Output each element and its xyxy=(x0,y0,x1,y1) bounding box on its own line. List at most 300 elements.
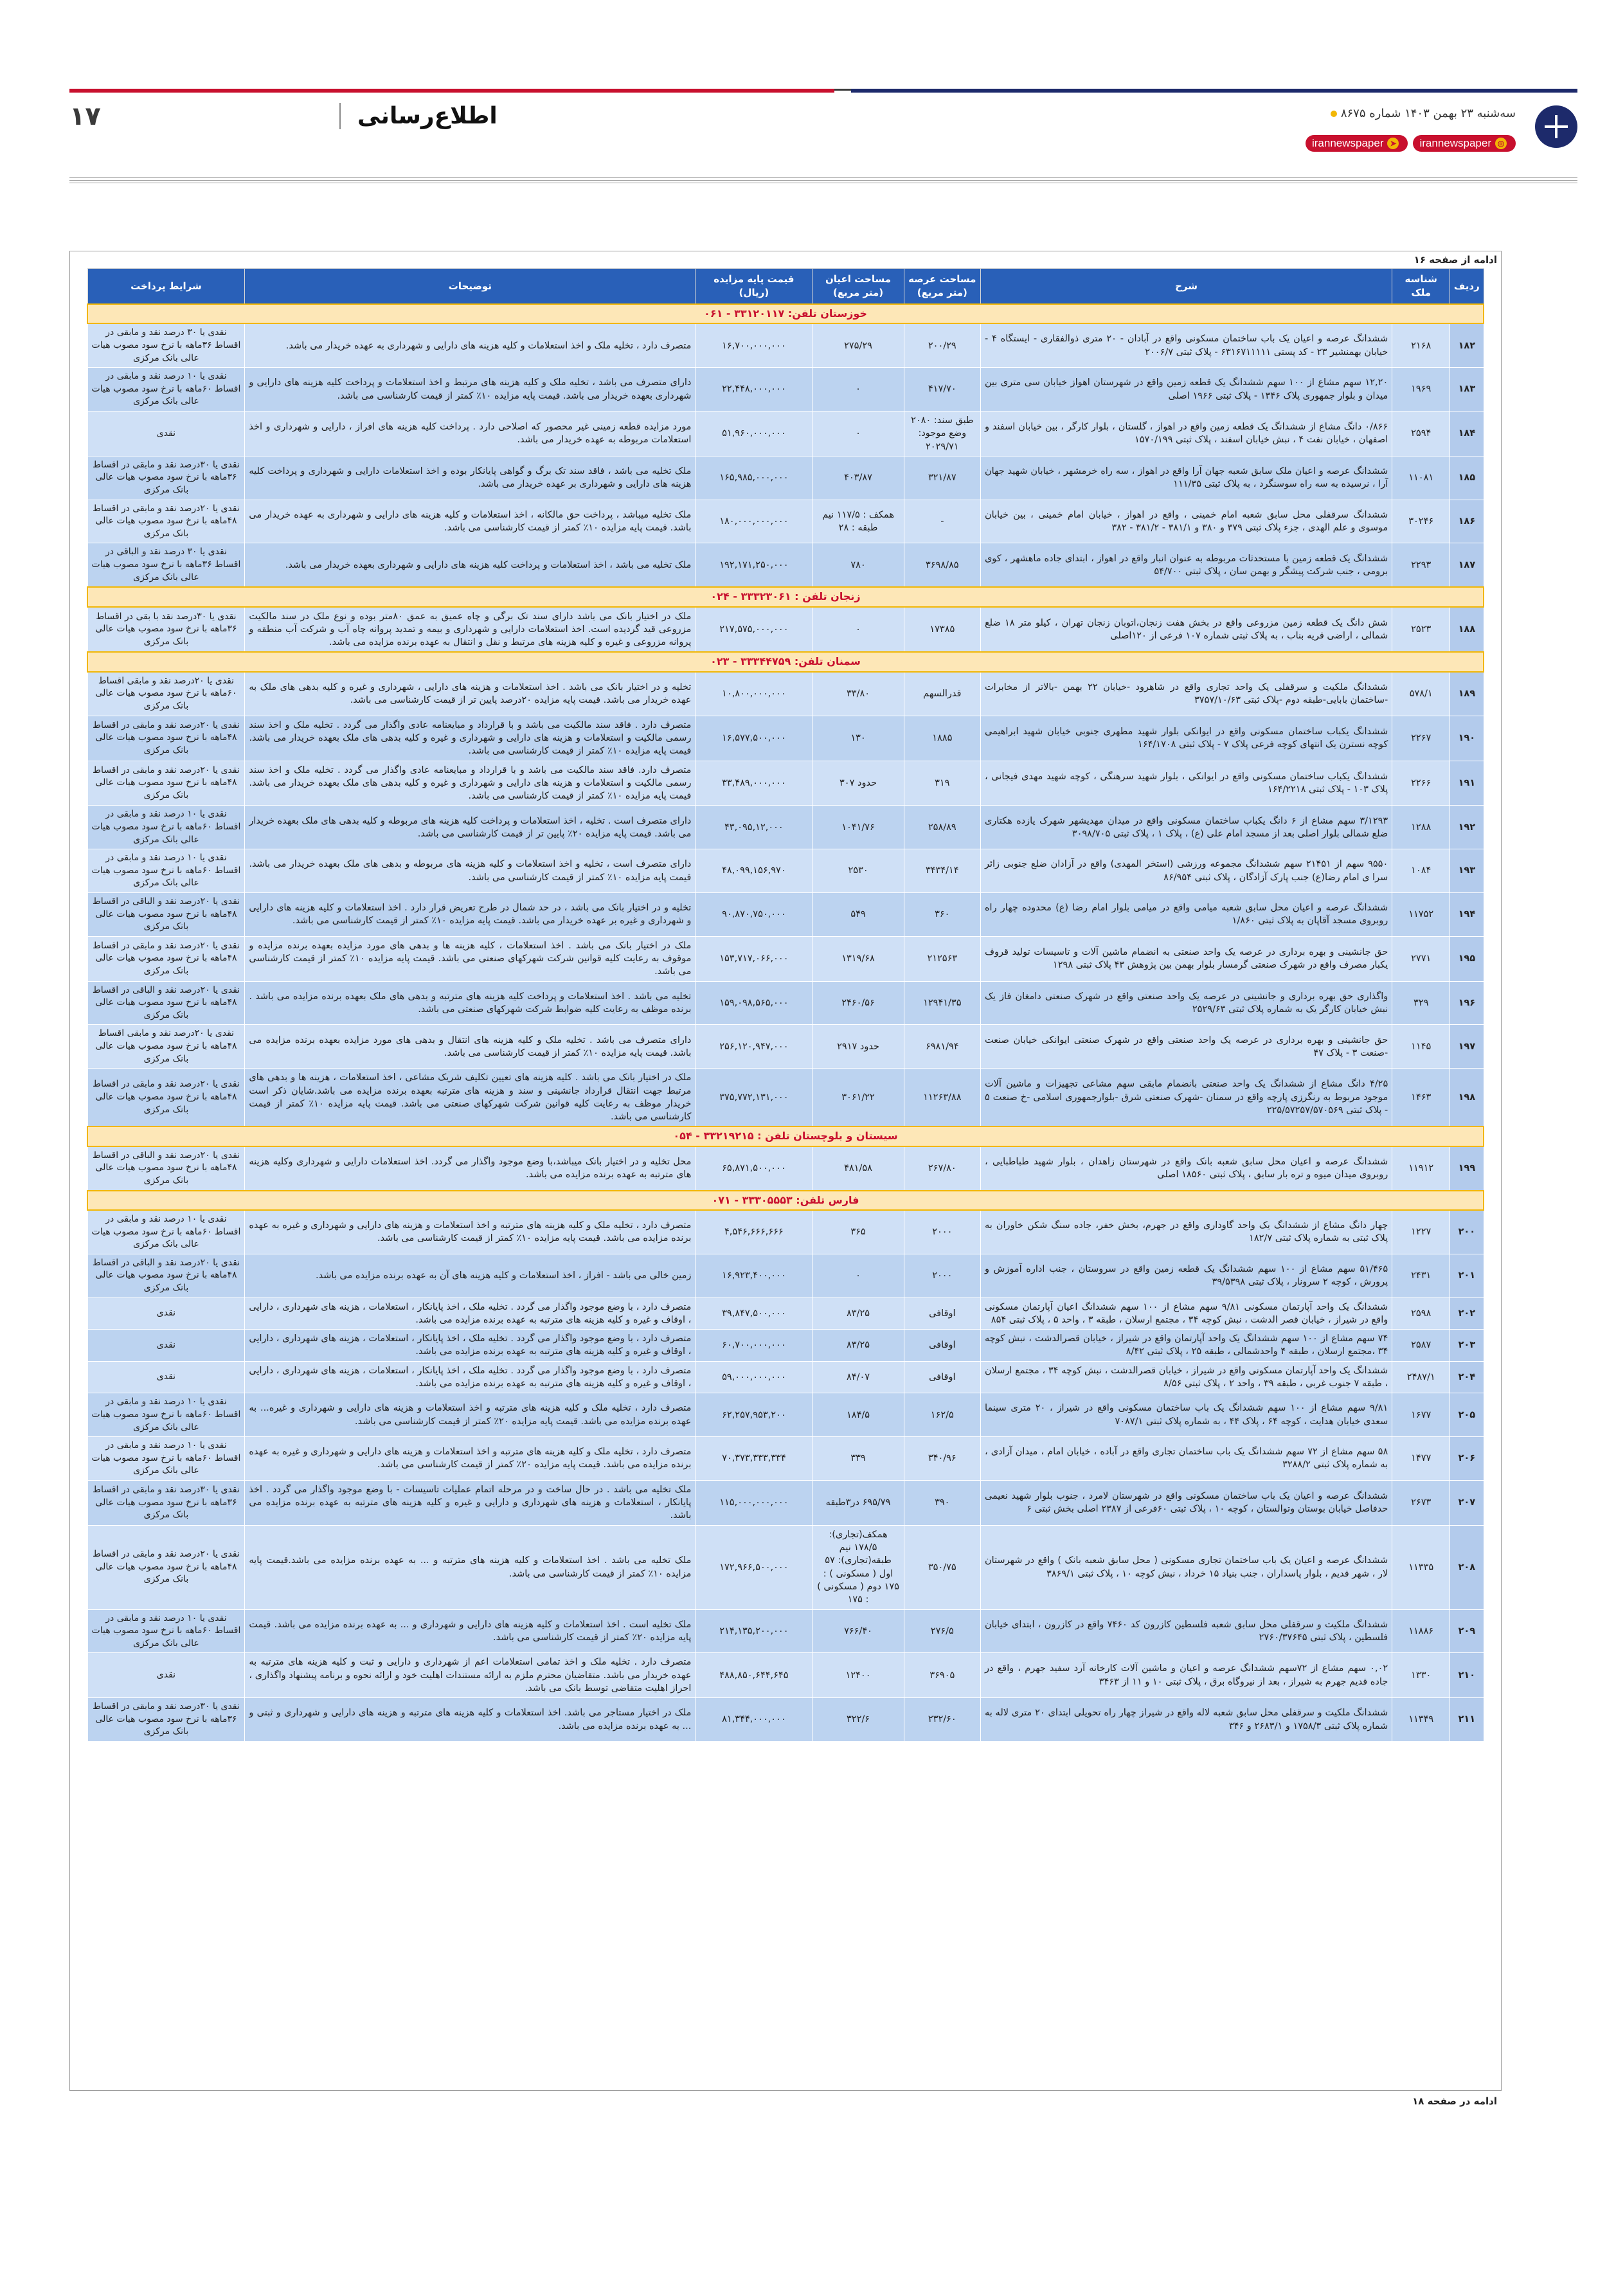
province-title: خوزستان تلفن: ۳۳۱۲۰۱۱۷ - ۰۶۱ xyxy=(87,304,1484,323)
property-description: ششدانگ عرصه و اعیان ملک سابق شعبه جهان آرا واقع در اهواز ، سه راه خرمشهر ، خیابان شهید جهان آرا ، نرسیده به سه راه سوسنگرد ، به پلاک ثبتی ۱۱۱/۳۵ xyxy=(980,456,1392,500)
payment-terms: نقدی یا ۳۰درصد نقد و مابقی در اقساط ۳۶ماهه با نرخ سود مصوب هیات عالی بانک مرکزی xyxy=(87,456,245,500)
land-area: ۲۶۷/۸۰ xyxy=(904,1146,980,1191)
payment-terms: نقدی یا ۲۰درصد نقد و مابقی در اقساط ۴۸ماهه با نرخ سود مصوب هیات عالی بانک مرکزی xyxy=(87,1525,245,1609)
payment-terms: نقدی یا ۱۰ درصد نقد و مابقی در اقساط ۶۰ماهه با نرخ سود مصوب هیات عالی بانک مرکزی xyxy=(87,1393,245,1437)
base-price: ۱۶,۷۰۰,۰۰۰,۰۰۰ xyxy=(696,323,812,367)
row-number: ۲۰۷ xyxy=(1450,1480,1484,1525)
notes: ملک تخلیه می باشد . در حال ساخت و در مرحله اتمام عملیات تاسیسات - با وضع موجود واگذار می گردد . اخذ پایانکار ، استعلامات و هزینه های شهرداری و دارایی و غیره و کلیه هزینه های مترتبه به عهده برنده مزایده می باشد. xyxy=(245,1480,696,1525)
row-number: ۲۰۶ xyxy=(1450,1437,1484,1481)
building-area: ۳۳۹ xyxy=(812,1437,904,1481)
property-description: ششدانگ یکباب ساختمان مسکونی واقع در ایوانکی بلوار شهید مطهری جنوبی خیابان شهید ابراهیمی کوچه نسترن یک انتهای کوچه فرعی پلاک ۷ - پلاک ثبتی ۱۶۴/۱۷۰۸ xyxy=(980,716,1392,761)
property-description: حق جانشینی و بهره برداری در عرصه یک واحد صنعتی واقع در شهرک صنعتی ایوانکی خیابان صنعت -صنعت ۳ - پلاک ۴۷ xyxy=(980,1025,1392,1069)
payment-terms: نقدی یا ۱۰ درصد نقد و مابقی در اقساط ۶۰ماهه با نرخ سود مصوب هیات عالی بانک مرکزی xyxy=(87,1210,245,1254)
notes: متصرف دارد . تخلیه ملک و اخذ تمامی استعلامات اعم از شهرداری و دارایی و ثبت و کلیه هزینه های مترتبه به عهده خریدار می باشد. متقاضیان محترم ملزم به ارائه مستندات اهلیت خود و ارائه نحوه و برنامه پیشنهاد واگذاری ، احراز اهلیت متقاضی توسط بانک می باشد. xyxy=(245,1653,696,1698)
property-description: شش دانگ یک قطعه زمین مزروعی واقع در بخش هفت زنجان،اتوبان زنجان تهران ، کیلو متر ۱۸ ضلع شمالی ، اراضی قریه بناب ، به پلاک ثبتی شماره ۱۰۷ فرعی از ۱۲۰اصلی xyxy=(980,607,1392,653)
issue-date: سه‌شنبه ۲۳ بهمن ۱۴۰۳ شماره ۸۶۷۵ xyxy=(1340,107,1516,120)
property-description: ششدانگ ملکیت و سرقفلی محل سابق شعبه فلسطین کازرون کد ۷۴۶۰ واقع در کازرون ، ابتدای خیابان فلسطین ، پلاک ثبتی ۲۷۶۰/۳۷۶۴۵ xyxy=(980,1609,1392,1653)
payment-terms: نقدی یا ۱۰ درصد نقد و مابقی در اقساط ۶۰ماهه با نرخ سود مصوب هیات عالی بانک مرکزی xyxy=(87,1609,245,1653)
building-area: ۷۶۶/۴۰ xyxy=(812,1609,904,1653)
instagram-icon: ◎ xyxy=(1495,138,1507,149)
payment-terms: نقدی یا ۲۰درصد نقد و الباقی در اقساط ۴۸ماهه با نرخ سود مصوب هیات عالی بانک مرکزی xyxy=(87,1146,245,1191)
newspaper-logo-icon xyxy=(1535,105,1577,148)
table-row xyxy=(87,936,1484,981)
province-header-row xyxy=(87,587,1484,606)
building-area: حدود ۲۹۱۷ xyxy=(812,1025,904,1069)
building-area: ۱۲۴۰۰ xyxy=(812,1653,904,1698)
property-id: ۲۲۹۳ xyxy=(1392,543,1450,587)
base-price: ۱۵۳,۷۱۷,۰۶۶,۰۰۰ xyxy=(696,936,812,981)
property-description: ۳/۱۲۹۳ سهم مشاع از ۶ دانگ یکباب ساختمان مسکونی واقع در میدان مهدیشهر شهرک یازده هکتاری ضلع شمالی بلوار اصلی بعد از مسجد امام علی (ع) ، پلاک ۱ ، پلاک ثبتی ۳۰۹۸/۷۰۵ xyxy=(980,806,1392,849)
province-header-row xyxy=(87,1126,1484,1146)
base-price: ۱۵۹,۰۹۸,۵۶۵,۰۰۰ xyxy=(696,981,812,1025)
building-area: ۱۳۱۹/۶۸ xyxy=(812,936,904,981)
row-number: ۱۸۹ xyxy=(1450,672,1484,716)
land-area: ۶۹۸۱/۹۴ xyxy=(904,1025,980,1069)
issue-date-line xyxy=(1327,107,1516,120)
property-description: ششدانگ ملکیت و سرقفلی یک واحد تجاری واقع در شاهرود -خیابان ۲۲ بهمن -بالاتر از مخابرات -ساختمان بابایی-طبقه دوم -پلاک ثبتی ۳۷۵۷/۱۰/۶۳ xyxy=(980,672,1392,716)
row-number: ۱۹۵ xyxy=(1450,936,1484,981)
payment-terms: نقدی یا ۲۰درصد نقد و الباقی در اقساط ۴۸ماهه با نرخ سود مصوب هیات عالی بانک مرکزی xyxy=(87,1254,245,1297)
table-row xyxy=(87,1210,1484,1254)
notes: ملک تخلیه می باشد . اخذ استعلامات و کلیه هزینه های مترتبه و ... به عهده برنده مزایده می باشد.قیمت پایه مزایده ۱۰٪ کمتر از قیمت کارشناسی می باشد. xyxy=(245,1525,696,1609)
land-area: ۲۱۲۵۶۳ xyxy=(904,936,980,981)
notes: متصرف دارد ، تخلیه ملک و اخذ استعلامات و کلیه هزینه های دارایی و شهرداری به عهده خریدار می باشد. xyxy=(245,323,696,367)
table-row xyxy=(87,607,1484,653)
base-price: ۱۱۵,۰۰۰,۰۰۰,۰۰۰ xyxy=(696,1480,812,1525)
notes: تخلیه و در اختیار بانک می باشد ، در حد شمال در طرح تعریض قرار دارد . اخذ استعلامات و کلیه هزینه های دارایی و شهرداری و غیره بر عهده خریدار می باشد. قیمت پایه مزایده ۱۰٪ کمتر از قیمت کارشناسی می باشد. xyxy=(245,892,696,936)
property-id: ۱۳۳۰ xyxy=(1392,1653,1450,1698)
base-price: ۳۷۵,۷۷۲,۱۳۱,۰۰۰ xyxy=(696,1069,812,1127)
land-area: ۱۷۳۸۵ xyxy=(904,607,980,653)
payment-terms: نقدی xyxy=(87,1330,245,1362)
base-price: ۳۹,۸۴۷,۵۰۰,۰۰۰ xyxy=(696,1297,812,1330)
land-area: طبق سند: ۲۰۸۰ وضع موجود: ۲۰۲۹/۷۱ xyxy=(904,411,980,456)
land-area: ۲۷۶/۵ xyxy=(904,1609,980,1653)
table-row xyxy=(87,543,1484,587)
table-row xyxy=(87,1609,1484,1653)
property-description: ۰,۰۲ سهم مشاع از ۷۲سهم ششدانگ عرصه و اعیان و ماشین آلات کارخانه آرد سفید جهرم ، واقع در جاده قدیم جهرم به شیراز ، بعد از نیروگاه برق ، پلاک ثبتی ۱۰ و ۱۱ از ۳۴۶۳ xyxy=(980,1653,1392,1698)
property-description: ۴/۲۵ دانگ مشاع از ششدانگ یک واحد صنعتی بانضمام مابقی سهم مشاعی تجهیزات و ماشین آلات موجود مربوط به رنگرزی پارچه واقع در سمنان -شهرک صنعتی شرق -بلوارجمهوری اسلامی -خ صنعت ۵ - پلاک ثبتی ۲۲۵/۵۷۲۵۷/۵۷۰۵۶۹ xyxy=(980,1069,1392,1127)
property-id: ۲۶۷۳ xyxy=(1392,1480,1450,1525)
table-row xyxy=(87,411,1484,456)
payment-terms: نقدی xyxy=(87,1653,245,1698)
notes: ملک در اختیار بانک می باشد . کلیه هزینه های تعیین تکلیف شریک مشاعی ، اخذ استعلامات ، هزینه ها و بدهی های مرتبط جهت انتقال قرارداد جانشینی و سند و هزینه های مترتبه بعهده برنده مزایده می باشد.شایان ذکر است خریدار موظف به رعایت کلیه قوانین شرکت شهرکهای صنعتی می باشد. قیمت پایه مزایده ۱۰٪ کمتر از قیمت کارشناسی می باشد. xyxy=(245,1069,696,1127)
payment-terms: نقدی یا ۲۰درصد نقد و الباقی در اقساط ۴۸ماهه با نرخ سود مصوب هیات عالی بانک مرکزی xyxy=(87,892,245,936)
row-number: ۲۰۵ xyxy=(1450,1393,1484,1437)
building-area: ۲۴۶۰/۵۶ xyxy=(812,981,904,1025)
table-row xyxy=(87,716,1484,761)
table-row xyxy=(87,1297,1484,1330)
header-divider xyxy=(69,177,1577,185)
base-price: ۴۸۸,۸۵۰,۶۴۴,۶۴۵ xyxy=(696,1653,812,1698)
land-area: ۳۲۱/۸۷ xyxy=(904,456,980,500)
property-id: ۲۵۹۸ xyxy=(1392,1297,1450,1330)
continued-to-label: ادامه در صفحه ۱۸ xyxy=(1412,2095,1497,2107)
property-description: ۹/۸۱ سهم مشاع از ۱۰۰ سهم ششدانگ یک باب ساختمان مسکونی واقع در شیراز ، ۲۰ متری سینما سعدی خیابان هدایت ، کوچه ۶۴ ، پلاک ۴۴ ، به شماره پلاک ثبتی ۷۰۸۷/۱ xyxy=(980,1393,1392,1437)
payment-terms: نقدی یا ۲۰درصد نقد و مابقی در اقساط ۴۸ماهه با نرخ سود مصوب هیات عالی بانک مرکزی xyxy=(87,716,245,761)
property-description: ششدانگ یکباب ساختمان مسکونی واقع در ایوانکی ، بلوار شهید سرهنگی ، کوچه شهید مهدی فیجانی ، پلاک ۱۰۳ - پلاک ثبتی ۱۶۴/۲۲۱۸ xyxy=(980,761,1392,806)
land-area: ۳۴۳۴/۱۴ xyxy=(904,849,980,893)
property-description: ششدانگ عرصه و اعیان محل سابق شعبه بانک واقع در شهرستان زاهدان ، بلوار شهید طباطبایی ، روبروی میدان میوه و تره بار سابق ، پلاک ثبتی ۱۸۵۶۰ اصلی xyxy=(980,1146,1392,1191)
table-row xyxy=(87,806,1484,849)
notes: مورد مزایده قطعه زمینی غیر محصور که اصلاحی دارد . پرداخت کلیه هزینه های افراز ، دارایی و شهرداری و اخذ استعلامات مربوطه به عهده خریدار می باشد. xyxy=(245,411,696,456)
table-row xyxy=(87,1393,1484,1437)
property-id: ۱۱۷۵۲ xyxy=(1392,892,1450,936)
base-price: ۱۷۲,۹۶۶,۵۰۰,۰۰۰ xyxy=(696,1525,812,1609)
property-id: ۲۷۷۱ xyxy=(1392,936,1450,981)
province-title: سیستان و بلوچستان تلفن : ۳۳۲۱۹۲۱۵ - ۰۵۴ xyxy=(87,1126,1484,1146)
notes: ملک تخلیه می باشد ، اخذ استعلامات و پرداخت کلیه هزینه های دارایی و شهرداری بعهده خریدار می باشد. xyxy=(245,543,696,587)
building-area: حدود ۳۰۷ xyxy=(812,761,904,806)
property-id: ۱۲۲۷ xyxy=(1392,1210,1450,1254)
notes: متصرف دارد ، تخلیه ملک و کلیه هزینه های مترتبه و اخذ استعلامات و هزینه های دارایی و شهرداری و غیره به عهده برنده مزایده می باشد. قیمت پایه مزایده ۲۰٪ کمتر از قیمت کارشناسی می باشد. xyxy=(245,1437,696,1481)
property-id: ۳۰۲۴۶ xyxy=(1392,500,1450,543)
land-area: ۲۰۰/۲۹ xyxy=(904,323,980,367)
property-description: ششدانگ یک قطعه زمین با مستحدثات مربوطه به عنوان انبار واقع در اهواز ، ابتدای جاده ماهشهر ، کوی برومی ، جنب شرکت پیشگر و بهمن سان ، پلاک ثبتی ۵۴/۷۰۰ xyxy=(980,543,1392,587)
land-area: ۲۳۲/۶۰ xyxy=(904,1698,980,1742)
property-id: ۱۹۶۹ xyxy=(1392,368,1450,411)
col-header-payment: شرایط پرداخت xyxy=(87,269,245,305)
property-description: ۹۵۵۰ سهم از ۲۱۴۵۱ سهم ششدانگ مجموعه ورزشی (استخر المهدی) واقع در آزادان ضلع جنوبی زائر سرا ی امام رضا(ع) جنب پارک آزادگان ، پلاک ثبتی ۸۶/۹۵۴ xyxy=(980,849,1392,893)
property-id: ۲۲۶۷ xyxy=(1392,716,1450,761)
table-row xyxy=(87,1025,1484,1069)
property-description: واگذاری حق بهره برداری و جانشینی در عرصه یک واحد صنعتی واقع در شهرک صنعتی دامغان فاز یک نبش خیابان کارگر یک به شماره پلاک ثبتی ۲۵۲۹/۶۳ xyxy=(980,981,1392,1025)
base-price: ۱۶,۹۲۳,۴۰۰,۰۰۰ xyxy=(696,1254,812,1297)
notes: دارای متصرف است ، تخلیه و اخذ استعلامات و کلیه هزینه های مربوطه و بدهی های ملک بعهده خریدار می باشد. قیمت پایه مزایده ۱۰٪ کمتر از قیمت کارشناسی می باشد. xyxy=(245,849,696,893)
row-number: ۱۸۵ xyxy=(1450,456,1484,500)
notes: ملک تخلیه می باشد ، فاقد سند تک برگ و گواهی پایانکار بوده و اخذ استعلامات دارایی و شهرداری و پرداخت کلیه هزینه های دارایی و شهرداری بر عهده خریدار می باشد. xyxy=(245,456,696,500)
col-header-desc: شرح xyxy=(980,269,1392,305)
table-row xyxy=(87,892,1484,936)
payment-terms: نقدی یا ۱۰ درصد نقد و مابقی در اقساط ۶۰ماهه با نرخ سود مصوب هیات عالی بانک مرکزی xyxy=(87,368,245,411)
building-area: ۶۹۵/۷۹ در۳طبقه xyxy=(812,1480,904,1525)
building-area: ۷۸۰ xyxy=(812,543,904,587)
payment-terms: نقدی یا ۳۰ درصد نقد و الباقی در اقساط ۳۶ماهه با نرخ سود مصوب هیات عالی بانک مرکزی xyxy=(87,543,245,587)
payment-terms: نقدی یا ۳۰ درصد نقد و مابقی در اقساط ۳۶ماهه با نرخ سود مصوب هیات عالی بانک مرکزی xyxy=(87,323,245,367)
row-number: ۱۸۷ xyxy=(1450,543,1484,587)
row-number: ۲۰۹ xyxy=(1450,1609,1484,1653)
province-title: زنجان تلفن : ۳۳۳۲۳۰۶۱ - ۰۲۴ xyxy=(87,587,1484,606)
property-id: ۲۵۲۳ xyxy=(1392,607,1450,653)
province-header-row xyxy=(87,1191,1484,1210)
base-price: ۳۳,۴۸۹,۰۰۰,۰۰۰ xyxy=(696,761,812,806)
building-area: ۰ xyxy=(812,368,904,411)
row-number: ۱۹۳ xyxy=(1450,849,1484,893)
payment-terms: نقدی یا ۱۰ درصد نقد و مابقی در اقساط ۶۰ماهه با نرخ سود مصوب هیات عالی بانک مرکزی xyxy=(87,1437,245,1481)
building-area: ۲۵۳۰ xyxy=(812,849,904,893)
social-pill[interactable]: ◎ irannewspaper xyxy=(1413,135,1516,152)
notes: تخلیه می باشد . اخذ استعلامات و پرداخت کلیه هزینه های مترتبه و بدهی های ملک بعهده برنده مزایده می باشد . برنده موظف به رعایت کلیه ضوابط شرکت شهرکهای صنعتی می باشد. xyxy=(245,981,696,1025)
payment-terms: نقدی xyxy=(87,1297,245,1330)
property-description: ششدانگ سرقفلی محل سابق شعبه امام خمینی ، واقع در اهواز ، خیابان امام خمینی ، بین خیابان موسوی و علم الهدی ، جزء پلاک ثبتی ۳۷۹ و ۳۸۰ و ۳۸۱/۱ - ۳۸۱/۲ - ۳۸۲ xyxy=(980,500,1392,543)
building-area: ۳۶۵ xyxy=(812,1210,904,1254)
property-id: ۱۰۸۴ xyxy=(1392,849,1450,893)
payment-terms: نقدی یا ۲۰درصد نقد و مابقی در اقساط ۴۸ماهه با نرخ سود مصوب هیات عالی بانک مرکزی xyxy=(87,936,245,981)
section-title: اطلاع‌رسانی xyxy=(339,103,523,129)
property-id: ۵۷۸/۱ xyxy=(1392,672,1450,716)
land-area: ۱۸۸۵ xyxy=(904,716,980,761)
table-row xyxy=(87,1698,1484,1742)
property-description: چهار دانگ مشاع از ششدانگ یک واحد گاوداری واقع در جهرم، بخش خفر، جاده سنگ شکن خاوران به پلاک ثبتی به شماره پلاک ثبتی ۱۸۲/۷ xyxy=(980,1210,1392,1254)
base-price: ۲۲,۴۴۸,۰۰۰,۰۰۰ xyxy=(696,368,812,411)
table-row xyxy=(87,1146,1484,1191)
col-header-land: مساحت عرصه (متر مربع) xyxy=(904,269,980,305)
payment-terms: نقدی یا ۳۰درصد نقد و مابقی در اقساط ۳۶ماهه با نرخ سود مصوب هیات عالی بانک مرکزی xyxy=(87,1480,245,1525)
building-area: ۰ xyxy=(812,1254,904,1297)
payment-terms: نقدی یا ۲۰درصد نقد و مابقی اقساط ۶۰ماهه با نرخ سود مصوب هیات عالی بانک مرکزی xyxy=(87,672,245,716)
property-description: ششدانگ یک واحد آپارتمان مسکونی واقع در شیراز ، خیابان قصرالدشت ، نبش کوچه ۳۴ ، مجتمع ارسلان ، طبقه ۷ جنوب غربی ، طبقه ۳۹ ، واحد ۲ ، پلاک ثبتی ۸/۵۶ xyxy=(980,1361,1392,1393)
notes: متصرف دارد ، تخلیه ملک و کلیه هزینه های مترتبه و اخذ استعلامات و هزینه های دارایی و شهرداری و غیره به عهده برنده مزایده می باشد. قیمت پایه مزایده ۱۰٪ کمتر از قیمت کارشناسی می باشد. xyxy=(245,1210,696,1254)
col-header-notes: توضیحات xyxy=(245,269,696,305)
building-area: ۱۰۴۱/۷۶ xyxy=(812,806,904,849)
base-price: ۴,۵۴۶,۶۶۶,۶۶۶ xyxy=(696,1210,812,1254)
building-area: ۴۰۳/۸۷ xyxy=(812,456,904,500)
property-description: ششدانگ عرصه و اعیان یک باب ساختمان تجاری مسکونی ( محل سابق شعبه بانک ) واقع در شهرستان لار ، شهر قدیم ، بلوار پاسداران ، جنب بنیاد ۱۵ خرداد ، نبش کوچه ۱۰ ، پلاک ثبتی ۳۸۶۹/۱ xyxy=(980,1525,1392,1609)
property-description: ششدانگ عرصه و اعیان یک باب ساختمان مسکونی واقع در آبادان - ۲۰ متری ذوالفقاری - ایستگاه ۴ - خیابان بهمنشیر ۲۳ - کد پستی ۶۳۱۶۷۱۱۱۱۱ - پلاک ثبتی ۲۰۰۶/۷ xyxy=(980,323,1392,367)
table-header-row xyxy=(87,269,1484,305)
building-area: ۸۴/۰۷ xyxy=(812,1361,904,1393)
base-price: ۱۶,۵۷۷,۵۰۰,۰۰۰ xyxy=(696,716,812,761)
page-header xyxy=(69,94,1577,158)
notes: متصرف دارد ، با وضع موجود واگذار می گردد . تخلیه ملک ، اخذ پایانکار ، استعلامات ، هزینه های شهرداری ، دارایی ، اوقاف و غیره و کلیه هزینه های مترتبه به عهده برنده مزایده می باشد. xyxy=(245,1297,696,1330)
notes: متصرف دارد ، با وضع موجود واگذار می گردد . تخلیه ملک ، اخذ پایانکار ، استعلامات ، هزینه های شهرداری ، دارایی ، اوقاف و غیره و کلیه هزینه های مترتبه به عهده برنده مزایده می باشد. xyxy=(245,1361,696,1393)
header-rule xyxy=(69,89,1577,94)
row-number: ۱۸۴ xyxy=(1450,411,1484,456)
building-area: ۳۲۲/۶ xyxy=(812,1698,904,1742)
table-row xyxy=(87,849,1484,893)
base-price: ۱۹۲,۱۷۱,۲۵۰,۰۰۰ xyxy=(696,543,812,587)
property-id: ۲۵۹۴ xyxy=(1392,411,1450,456)
payment-terms: نقدی یا ۲۰درصد نقد و مابقی در اقساط ۴۸ماهه با نرخ سود مصوب هیات عالی بانک مرکزی xyxy=(87,1069,245,1127)
row-number: ۲۱۰ xyxy=(1450,1653,1484,1698)
table-row xyxy=(87,456,1484,500)
notes: دارای متصرف می باشد . تخلیه ملک و کلیه هزینه های انتقال و بدهی های مورد مزایده بعهده برنده مزایده می باشد. قیمت پایه مزایده ۱۰٪ کمتر از قیمت کارشناسی می باشد. xyxy=(245,1025,696,1069)
col-header-price: قیمت پایه مزایده (ریال) xyxy=(696,269,812,305)
row-number: ۱۹۷ xyxy=(1450,1025,1484,1069)
building-area: ۵۴۹ xyxy=(812,892,904,936)
row-number: ۱۹۸ xyxy=(1450,1069,1484,1127)
row-number: ۱۹۴ xyxy=(1450,892,1484,936)
notes: تخلیه و در اختیار بانک می باشد . اخذ استعلامات و هزینه های دارایی ، شهرداری و غیره و کلیه بدهی های ملک به عهده خریدار می باشد. قیمت پایه مزایده ۲۰درصد پایین تر از قیمت کارشناسی می باشد. xyxy=(245,672,696,716)
province-title: سمنان تلفن: ۳۳۳۴۴۷۵۹ - ۰۲۳ xyxy=(87,652,1484,671)
row-number: ۲۰۸ xyxy=(1450,1525,1484,1609)
land-area: قدرالسهم xyxy=(904,672,980,716)
table-row xyxy=(87,1480,1484,1525)
payment-terms: نقدی یا ۱۰ درصد نقد و مابقی در اقساط ۶۰ماهه با نرخ سود مصوب هیات عالی بانک مرکزی xyxy=(87,806,245,849)
property-description: ۱۲,۲۰ سهم مشاع از ۱۰۰ سهم ششدانگ یک قطعه زمین واقع در شهرستان اهواز خیابان سی متری بین میدان و بلوار جمهوری پلاک ۱۳۴۶ - پلاک ثبتی ۱۹۶۶ اصلی xyxy=(980,368,1392,411)
base-price: ۸۱,۳۴۴,۰۰۰,۰۰۰ xyxy=(696,1698,812,1742)
base-price: ۶۲,۲۵۷,۹۵۳,۲۰۰ xyxy=(696,1393,812,1437)
base-price: ۲۵۶,۱۲۰,۹۴۷,۰۰۰ xyxy=(696,1025,812,1069)
province-header-row xyxy=(87,652,1484,671)
property-description: ۵۸ سهم مشاع از ۷۲ سهم ششدانگ یک باب ساختمان تجاری واقع در آباده ، خیابان امام ، میدان آزادی ، به شماره پلاک ثبتی ۳۲۸۸/۲ xyxy=(980,1437,1392,1481)
table-row xyxy=(87,981,1484,1025)
land-area: ۲۵۸/۸۹ xyxy=(904,806,980,849)
province-title: فارس تلفن: ۳۳۳۰۵۵۵۳ - ۰۷۱ xyxy=(87,1191,1484,1210)
property-description: ششدانگ عرصه و اعیان یک باب ساختمان مسکونی واقع در شهرستان لامرد ، جنوب بلوار شهید نعیمی حدفاصل خیابان بوستان وتوالستان ، کوچه ۱۰ ، پلاک ثبتی ۶۰فرعی از ۲۳۸۷ اصلی بخش ثبتی ۶ xyxy=(980,1480,1392,1525)
base-price: ۶۰,۷۰۰,۰۰۰,۰۰۰ xyxy=(696,1330,812,1362)
property-description: ششدانگ عرصه و اعیان محل سابق شعبه میامی واقع در میامی بلوار امام رضا (ع) محدوده چهار راه روبروی مسجد آقاپان به پلاک ثبتی ۱/۸۶۰ xyxy=(980,892,1392,936)
land-area: ۱۲۹۴۱/۳۵ xyxy=(904,981,980,1025)
table-row xyxy=(87,672,1484,716)
notes: متصرف دارد ، تخلیه ملک و کلیه هزینه های مترتبه و اخذ استعلامات و هزینه های دارایی و شهرداری و غیره... به عهده برنده مزایده می باشد. قیمت پایه مزایده ۲۰٪ کمتر از قیمت کارشناسی می باشد. xyxy=(245,1393,696,1437)
property-description: ۰/۸۶۶ دانگ مشاع از ششدانگ یک قطعه زمین واقع در اهواز ، گلستان ، بلوار کارگر ، بین خیابان اسفند و اصفهان ، خیابان نفت ۴ ، نبش خیابان اسفند ، پلاک ثبتی ۱۵۷۰/۱۹۹ xyxy=(980,411,1392,456)
building-area: ۸۳/۲۵ xyxy=(812,1297,904,1330)
table-row xyxy=(87,1069,1484,1127)
row-number: ۲۱۱ xyxy=(1450,1698,1484,1742)
payment-terms: نقدی یا ۲۰درصد نقد و مابقی در اقساط ۴۸ماهه با نرخ سود مصوب هیات عالی بانک مرکزی xyxy=(87,500,245,543)
building-area: ۰ xyxy=(812,411,904,456)
land-area: ۲۰۰۰ xyxy=(904,1254,980,1297)
table-row xyxy=(87,1653,1484,1698)
table-row xyxy=(87,500,1484,543)
notes: ملک در اختیار بانک می باشد دارای سند تک برگی و چاه عمیق به عمق ۸۰متر بوده و نوع ملک در سند مالکیت مزروعی قید گردیده است. اخذ استعلامات دارایی و شهرداری و بیمه و تمدید پروانه چاه آب و شرکت آب منطقه و پروانه مزروعی و غیره و کلیه هزینه های مرتبط و نقل و انتقال به عهده برنده مزایده می باشد. xyxy=(245,607,696,653)
land-area: ۳۹۰ xyxy=(904,1480,980,1525)
property-id: ۲۲۶۶ xyxy=(1392,761,1450,806)
land-area: ۳۶۹۸/۸۵ xyxy=(904,543,980,587)
table-row xyxy=(87,1525,1484,1609)
land-area: ۲۰۰۰ xyxy=(904,1210,980,1254)
building-area: ۰ xyxy=(812,607,904,653)
notes: ملک در اختیار بانک می باشد . اخذ استعلامات ، کلیه هزینه ها و بدهی های مورد مزایده بعهده برنده مزایده و موقوف به رعایت کلیه قوانین شرکت شهرکهای صنعتی می باشد. قیمت پایه مزایده ۱۰٪ کمتر از قیمت کارشناسی می باشد. xyxy=(245,936,696,981)
base-price: ۵۹,۰۰۰,۰۰۰,۰۰۰ xyxy=(696,1361,812,1393)
row-number: ۲۰۱ xyxy=(1450,1254,1484,1297)
building-area: ۳۰۶۱/۲۲ xyxy=(812,1069,904,1127)
table-row xyxy=(87,1361,1484,1393)
auction-frame xyxy=(69,251,1502,2107)
row-number: ۱۹۱ xyxy=(1450,761,1484,806)
land-area: ۴۱۷/۷۰ xyxy=(904,368,980,411)
base-price: ۵۱,۹۶۰,۰۰۰,۰۰۰ xyxy=(696,411,812,456)
base-price: ۹۰,۸۷۰,۷۵۰,۰۰۰ xyxy=(696,892,812,936)
land-area: ۱۶۲/۵ xyxy=(904,1393,980,1437)
row-number: ۱۸۳ xyxy=(1450,368,1484,411)
row-number: ۱۹۶ xyxy=(1450,981,1484,1025)
notes: ملک تخلیه است . اخذ استعلامات و کلیه هزینه های دارایی و شهرداری و ... به عهده برنده مزایده می باشد. قیمت پایه مزایده ۲۰٪ کمتر از قیمت کارشناسی می باشد. xyxy=(245,1609,696,1653)
notes: دارای متصرف است . تخلیه ، اخذ استعلامات و پرداخت کلیه هزینه های مربوطه و کلیه بدهی های ملک بعهده خریدار می باشد. قیمت پایه مزایده ۲۰٪ پایین تر از قیمت کارشناسی می باشد. xyxy=(245,806,696,849)
land-area: ۱۱۲۶۳/۸۸ xyxy=(904,1069,980,1127)
payment-terms: نقدی یا ۲۰درصد نقد و مابقی در اقساط ۴۸ماهه با نرخ سود مصوب هیات عالی بانک مرکزی xyxy=(87,761,245,806)
property-id: ۲۴۳۱ xyxy=(1392,1254,1450,1297)
row-number: ۱۸۶ xyxy=(1450,500,1484,543)
property-id: ۳۲۹ xyxy=(1392,981,1450,1025)
row-number: ۱۸۸ xyxy=(1450,607,1484,653)
auction-table xyxy=(87,268,1484,1742)
row-number: ۲۰۴ xyxy=(1450,1361,1484,1393)
notes: متصرف دارد . فاقد سند مالکیت می باشد و با قرارداد و مبایعنامه عادی واگذار می گردد . تخلیه ملک و اخذ سند رسمی مالکیت و استعلامات و هزینه های دارایی و شهرداری و غیره و کلیه بدهی های ملک بعهده خریدار می باشد. قیمت پایه مزایده ۱۰٪ کمتر از قیمت کارشناسی می باشد. xyxy=(245,716,696,761)
property-id: ۱۱۳۴۹ xyxy=(1392,1698,1450,1742)
payment-terms: نقدی یا ۳۰درصد نقد و مابقی در اقساط ۳۶ماهه با نرخ سود مصوب هیات عالی بانک مرکزی xyxy=(87,1698,245,1742)
land-area: ۳۶۹۰۵ xyxy=(904,1653,980,1698)
property-id: ۲۵۸۷ xyxy=(1392,1330,1450,1362)
base-price: ۱۸۰,۰۰۰,۰۰۰,۰۰۰ xyxy=(696,500,812,543)
property-description: ۵۱/۴۶۵ سهم مشاع از ۱۰۰ سهم ششدانگ یک قطعه زمین واقع در سروستان ، جنب اداره آموزش و پرورش ، کوچه ۲ سرونار ، پلاک ثبتی ۳۹/۵۳۹۸ xyxy=(980,1254,1392,1297)
property-description: ۷۴ سهم مشاع از ۱۰۰ سهم ششدانگ یک واحد آپارتمان واقع در شیراز ، خیابان قصرالدشت ، نبش کوچه ۳۴ ،مجتمع ارسلان ، طبقه ۴ واحدشمالی ، طبقه ۲۵ ، پلاک ثبتی ۸/۴۲ xyxy=(980,1330,1392,1362)
notes: ملک در اختیار مستاجر می باشد. اخذ استعلامات و کلیه هزینه های مترتبه و هزینه های دارایی و شهرداری و ثبتی و ... به عهده برنده مزایده می باشد. xyxy=(245,1698,696,1742)
row-number: ۲۰۰ xyxy=(1450,1210,1484,1254)
notes: محل تخلیه و در اختیار بانک میباشد،با وضع موجود واگذار می گردد. اخذ استعلامات دارایی و شهرداری وکلیه هزینه های مترتبه به عهده برنده مزایده می باشد. xyxy=(245,1146,696,1191)
payment-terms: نقدی یا ۳۰درصد نقد با بقی در اقساط ۳۶ماهه با نرخ سود مصوب هیات عالی بانک مرکزی xyxy=(87,607,245,653)
building-area: ۳۳/۸۰ xyxy=(812,672,904,716)
base-price: ۴۳,۰۹۵,۱۲,۰۰۰ xyxy=(696,806,812,849)
notes: متصرف دارد ، با وضع موجود واگذار می گردد . تخلیه ملک ، اخذ پایانکار ، استعلامات ، هزینه های شهرداری ، دارایی ، اوقاف و غیره و کلیه هزینه های مترتبه به عهده برنده مزایده می باشد. xyxy=(245,1330,696,1362)
land-area: ۳۱۹ xyxy=(904,761,980,806)
property-id: ۱۲۸۸ xyxy=(1392,806,1450,849)
property-id: ۲۴۸۷/۱ xyxy=(1392,1361,1450,1393)
table-row xyxy=(87,761,1484,806)
row-number: ۱۹۲ xyxy=(1450,806,1484,849)
row-number: ۱۸۲ xyxy=(1450,323,1484,367)
notes: متصرف دارد. فاقد سند مالکیت می باشد و با قرارداد و مبایعنامه عادی واگذار می گردد . تخلیه ملک و اخذ سند رسمی مالکیت و استعلامات و هزینه های دارایی و شهرداری و غیره و کلیه بدهی های ملک بعهده خریدار می باشد. قیمت پایه مزایده ۱۰٪ کمتر از قیمت کارشناسی می باشد. xyxy=(245,761,696,806)
property-description: ششدانگ ملکیت و سرقفلی محل سابق شعبه لاله واقع در شیراز چهار راه تحویلی ابتدای ۲۰ متری لاله به شماره پلاک ثبتی ۱۷۵۸/۳ و ۲۶۸۳/۱ و ۳۴۶ xyxy=(980,1698,1392,1742)
payment-terms: نقدی یا ۲۰درصد نقد و مابقی اقساط ۴۸ماهه با نرخ سود مصوب هیات عالی بانک مرکزی xyxy=(87,1025,245,1069)
base-price: ۲۱۴,۱۳۵,۲۰۰,۰۰۰ xyxy=(696,1609,812,1653)
property-id: ۱۴۷۷ xyxy=(1392,1437,1450,1481)
base-price: ۱۶۵,۹۸۵,۰۰۰,۰۰۰ xyxy=(696,456,812,500)
base-price: ۱۰,۸۰۰,۰۰۰,۰۰۰ xyxy=(696,672,812,716)
property-id: ۱۶۷۷ xyxy=(1392,1393,1450,1437)
property-description: حق جانشینی و بهره برداری در عرصه یک واحد صنعتی به انضمام ماشین آلات و تاسیسات تولید قروف یکبار مصرف واقع در شهرک صنعتی گرمسار بلوار بهمن بین پژوهش ۴۳ پلاک ثبتی ۱۲۹۸ xyxy=(980,936,1392,981)
payment-terms: نقدی xyxy=(87,1361,245,1393)
building-area: ۴۸۱/۵۸ xyxy=(812,1146,904,1191)
payment-terms: نقدی یا ۲۰درصد نقد و الباقی در اقساط ۴۸ماهه با نرخ سود مصوب هیات عالی بانک مرکزی xyxy=(87,981,245,1025)
table-row xyxy=(87,368,1484,411)
property-id: ۱۱۹۱۲ xyxy=(1392,1146,1450,1191)
property-id: ۱۱۸۸۶ xyxy=(1392,1609,1450,1653)
row-number: ۱۹۹ xyxy=(1450,1146,1484,1191)
land-area: - xyxy=(904,500,980,543)
property-id: ۱۱۳۳۵ xyxy=(1392,1525,1450,1609)
province-header-row xyxy=(87,304,1484,323)
base-price: ۶۵,۸۷۱,۵۰۰,۰۰۰ xyxy=(696,1146,812,1191)
table-body xyxy=(87,304,1484,1742)
building-area: ۱۳۰ xyxy=(812,716,904,761)
building-area: همکف(تجاری): ۱۷۸/۵ نیم طبقه(تجاری): ۵۷ اول ( مسکونی ) : ۱۷۵ دوم ( مسکونی ) : ۱۷۵ xyxy=(812,1525,904,1609)
notes: ملک تخلیه میباشد ، پرداخت حق مالکانه ، اخذ استعلامات و کلیه هزینه های دارایی و شهرداری به عهده خریدار می باشد. قیمت پایه مزایده ۱۰٪ کمتر از قیمت کارشناسی می باشد. xyxy=(245,500,696,543)
table-row xyxy=(87,1254,1484,1297)
notes: دارای متصرف می باشد ، تخلیه ملک و کلیه هزینه های مرتبط و اخذ استعلامات و پرداخت کلیه هزینه های دارایی و شهرداری بعهده خریدار می باشد. قیمت پایه مزایده ۱۰٪ کمتر از قیمت کارشناسی می باشد. xyxy=(245,368,696,411)
continued-from-label: ادامه از صفحه ۱۶ xyxy=(1414,254,1497,266)
table-row xyxy=(87,1437,1484,1481)
property-id: ۱۴۶۳ xyxy=(1392,1069,1450,1127)
base-price: ۴۸,۰۹۹,۱۵۶,۹۷۰ xyxy=(696,849,812,893)
social-pill[interactable]: ➤ irannewspaper xyxy=(1306,135,1408,152)
table-row xyxy=(87,1330,1484,1362)
notes: زمین خالی می باشد - افراز ، اخذ استعلامات و کلیه هزینه های آن به عهده برنده مزایده می باشد. xyxy=(245,1254,696,1297)
base-price: ۲۱۷,۵۷۵,۰۰۰,۰۰۰ xyxy=(696,607,812,653)
row-number: ۲۰۳ xyxy=(1450,1330,1484,1362)
table-row xyxy=(87,323,1484,367)
building-area: ۱۸۴/۵ xyxy=(812,1393,904,1437)
page-number: ۱۷ xyxy=(69,102,101,131)
property-id: ۲۱۶۸ xyxy=(1392,323,1450,367)
land-area: اوقافی xyxy=(904,1330,980,1362)
col-header-id: شناسه ملک xyxy=(1392,269,1450,305)
property-id: ۱۱۴۵ xyxy=(1392,1025,1450,1069)
land-area: ۳۴۰/۹۶ xyxy=(904,1437,980,1481)
building-area: ۲۷۵/۲۹ xyxy=(812,323,904,367)
property-id: ۱۱۰۸۱ xyxy=(1392,456,1450,500)
telegram-icon: ➤ xyxy=(1387,138,1399,149)
land-area: اوقافی xyxy=(904,1297,980,1330)
social-links xyxy=(1306,135,1516,152)
row-number: ۱۹۰ xyxy=(1450,716,1484,761)
payment-terms: نقدی xyxy=(87,411,245,456)
land-area: ۳۵۰/۷۵ xyxy=(904,1525,980,1609)
row-number: ۲۰۲ xyxy=(1450,1297,1484,1330)
payment-terms: نقدی یا ۱۰ درصد نقد و مابقی در اقساط ۶۰ماهه با نرخ سود مصوب هیات عالی بانک مرکزی xyxy=(87,849,245,893)
base-price: ۷۰,۳۷۳,۳۳۳,۳۳۴ xyxy=(696,1437,812,1481)
